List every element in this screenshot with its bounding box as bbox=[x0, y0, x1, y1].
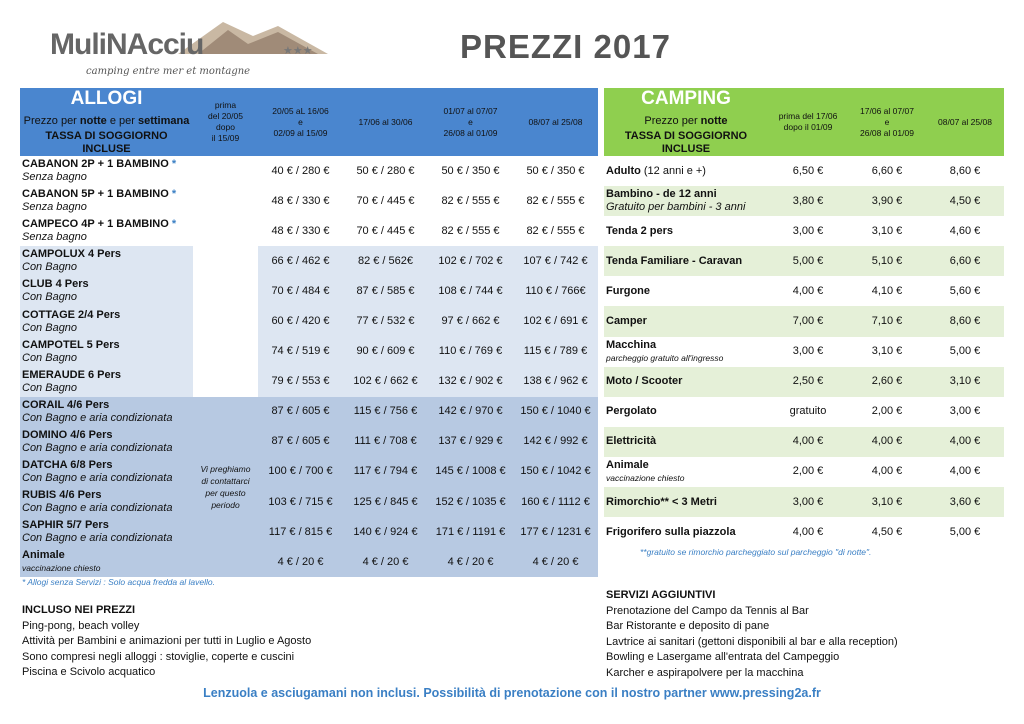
camping-row-name-line bbox=[606, 255, 766, 268]
allogi-subtitle-pre: Prezzo per bbox=[23, 114, 80, 127]
table-row bbox=[20, 246, 598, 276]
camping-row-name: Animale bbox=[606, 458, 649, 471]
camping-col-header-line: e bbox=[884, 116, 890, 127]
allogi-row-name-text: COTTAGE 2/4 Pers bbox=[22, 308, 121, 321]
allogi-price-cell: 115 € / 789 € bbox=[513, 337, 598, 367]
camping-row-name-cell bbox=[604, 397, 768, 427]
camping-price-cell: 3,90 € bbox=[848, 186, 926, 216]
allogi-price-cell: 82 € / 562€ bbox=[343, 246, 428, 276]
allogi-row-name-cell bbox=[20, 427, 193, 457]
camping-row-name: Frigorifero sulla piazzola bbox=[606, 525, 736, 538]
camping-header-row bbox=[604, 88, 1004, 156]
allogi-row-name bbox=[22, 158, 191, 171]
allogi-row-name-text: CABANON 2P + 1 BAMBINO bbox=[22, 158, 172, 171]
camping-subtitle-notte: notte bbox=[700, 114, 728, 127]
camping-price-cell: 4,00 € bbox=[768, 517, 848, 547]
camping-price-cell: 7,10 € bbox=[848, 306, 926, 336]
allogi-col-header-line: prima bbox=[214, 100, 237, 110]
table-row bbox=[604, 276, 1004, 306]
camping-price-cell: 6,50 € bbox=[768, 156, 848, 186]
allogi-price-cell: 117 € / 815 € bbox=[258, 517, 343, 547]
allogi-merged-note-cell bbox=[193, 397, 258, 578]
allogi-row-star: * bbox=[171, 188, 177, 201]
allogi-price-cell: 103 € / 715 € bbox=[258, 487, 343, 517]
allogi-tax: TASSA DI SOGGIORNO INCLUSE bbox=[45, 129, 168, 155]
camping-price-cell: gratuito bbox=[768, 397, 848, 427]
camping-row-name: Bambino - de 12 anni bbox=[606, 188, 717, 201]
allogi-price-cell: 152 € / 1035 € bbox=[428, 487, 513, 517]
camping-price-cell: 5,60 € bbox=[926, 276, 1004, 306]
camping-price-cell: 5,00 € bbox=[768, 246, 848, 276]
allogi-price-cell: 87 € / 605 € bbox=[258, 397, 343, 427]
table-row bbox=[20, 397, 598, 427]
camping-row-name: Tenda 2 pers bbox=[606, 224, 674, 237]
allogi-price-cell: 171 € / 1191 € bbox=[428, 517, 513, 547]
allogi-price-cell: 110 € / 769 € bbox=[428, 337, 513, 367]
allogi-price-cell: 108 € / 744 € bbox=[428, 276, 513, 306]
logo-stars: ★★★ bbox=[283, 45, 313, 57]
allogi-price-cell: 77 € / 532 € bbox=[343, 306, 428, 336]
allogi-price-cell: 97 € / 662 € bbox=[428, 306, 513, 336]
camping-row-name-line bbox=[606, 188, 766, 201]
allogi-row-name bbox=[22, 218, 191, 231]
incluso-item: Ping-pong, beach volley bbox=[22, 619, 140, 632]
allogi-price-cell: 142 € / 970 € bbox=[428, 397, 513, 427]
allogi-row-name-text: SAPHIR 5/7 Pers bbox=[22, 519, 109, 532]
allogi-price-cell: 74 € / 519 € bbox=[258, 337, 343, 367]
allogi-col-header-line: 26/08 al 01/09 bbox=[443, 127, 498, 138]
allogi-price-cell: 87 € / 585 € bbox=[343, 276, 428, 306]
allogi-price-cell: 137 € / 929 € bbox=[428, 427, 513, 457]
table-row bbox=[604, 367, 1004, 397]
logo bbox=[48, 14, 338, 86]
allogi-row-sub: Con Bagno bbox=[22, 381, 78, 394]
camping-subtitle-pre: Prezzo per bbox=[644, 114, 701, 127]
allogi-row-name-cell bbox=[20, 517, 193, 547]
allogi-price-cell: 50 € / 280 € bbox=[343, 156, 428, 186]
allogi-row-sub: Senza bagno bbox=[22, 171, 87, 184]
camping-row-sub: vaccinazione chiesto bbox=[606, 472, 685, 483]
allogi-col-header bbox=[428, 88, 513, 156]
allogi-col-header bbox=[513, 88, 598, 156]
camping-price-cell: 4,00 € bbox=[926, 427, 1004, 457]
table-row bbox=[604, 427, 1004, 457]
allogi-row-name bbox=[22, 549, 191, 562]
camping-price-cell: 4,00 € bbox=[848, 427, 926, 457]
allogi-price-cell: 48 € / 330 € bbox=[258, 186, 343, 216]
camping-price-cell: 3,00 € bbox=[768, 337, 848, 367]
allogi-row-name bbox=[22, 278, 191, 291]
camping-row-name: Pergolato bbox=[606, 405, 657, 418]
allogi-price-cell: 102 € / 691 € bbox=[513, 306, 598, 336]
allogi-row-sub: Con Bagno bbox=[22, 351, 78, 364]
camping-row-name: Macchina bbox=[606, 338, 657, 351]
camping-row-name: Elettricità bbox=[606, 435, 657, 448]
allogi-price-cell: 138 € / 962 € bbox=[513, 367, 598, 397]
camping-price-cell: 2,00 € bbox=[848, 397, 926, 427]
allogi-title: ALLOGI bbox=[70, 88, 143, 109]
allogi-col-header bbox=[343, 88, 428, 156]
camping-price-cell: 4,00 € bbox=[926, 457, 1004, 487]
allogi-row-name-text: Animale bbox=[22, 549, 65, 562]
table-row bbox=[604, 457, 1004, 487]
allogi-row-name-cell bbox=[20, 397, 193, 427]
allogi-row-name bbox=[22, 248, 191, 261]
allogi-row-name-text: DOMINO 4/6 Pers bbox=[22, 428, 113, 441]
allogi-price-cell: 40 € / 280 € bbox=[258, 156, 343, 186]
camping-price-cell: 8,60 € bbox=[926, 156, 1004, 186]
camping-col-header bbox=[768, 88, 848, 156]
table-row bbox=[604, 487, 1004, 517]
allogi-row-name-text: DATCHA 6/8 Pers bbox=[22, 458, 113, 471]
camping-price-cell: 3,10 € bbox=[926, 367, 1004, 397]
servizi-title: SERVIZI AGGIUNTIVI bbox=[606, 589, 716, 601]
allogi-price-cell: 60 € / 420 € bbox=[258, 306, 343, 336]
allogi-col-header bbox=[193, 88, 258, 156]
incluso-item: Attività per Bambini e animazioni per tutti in Luglio e Agosto bbox=[22, 635, 312, 647]
camping-row-name: Tenda Familiare - Caravan bbox=[606, 254, 743, 267]
camping-price-cell: 2,00 € bbox=[768, 457, 848, 487]
allogi-price-cell: 107 € / 742 € bbox=[513, 246, 598, 276]
camping-price-cell: 3,00 € bbox=[768, 216, 848, 246]
allogi-row-name-cell bbox=[20, 156, 193, 186]
camping-row-name-line bbox=[606, 339, 766, 352]
allogi-row-sub: Senza bagno bbox=[22, 201, 87, 214]
allogi-price-cell: 70 € / 445 € bbox=[343, 216, 428, 246]
allogi-row-sub: Con Bagno e aria condizionata bbox=[22, 441, 173, 454]
camping-row-name-line bbox=[606, 315, 766, 328]
allogi-row-sub: Senza bagno bbox=[22, 231, 87, 244]
servizi-item: Bowling e Lasergame all'entrata del Campeggio bbox=[606, 651, 840, 663]
allogi-row-name-cell bbox=[20, 337, 193, 367]
allogi-subtitle-mid: e per bbox=[106, 114, 138, 127]
camping-row-name-line bbox=[606, 375, 766, 388]
allogi-subtitle-notte: notte bbox=[79, 114, 107, 127]
allogi-row-name-cell bbox=[20, 186, 193, 216]
allogi-col-header bbox=[258, 88, 343, 156]
camping-row-name: Adulto bbox=[606, 164, 641, 177]
allogi-row-name-text: CAMPECO 4P + 1 BAMBINO bbox=[22, 218, 172, 231]
allogi-col-header-line: 08/07 al 25/08 bbox=[528, 116, 583, 127]
allogi-price-cell: 48 € / 330 € bbox=[258, 216, 343, 246]
allogi-row-name bbox=[22, 309, 191, 322]
allogi-price-cell: 125 € / 845 € bbox=[343, 487, 428, 517]
camping-row-name-cell bbox=[604, 517, 768, 547]
camping-price-cell: 4,00 € bbox=[768, 427, 848, 457]
bottom-note: Lenzuola e asciugamani non inclusi. Possibilità di prenotazione con il nostro partner www.pressing2a.fr bbox=[203, 686, 821, 700]
allogi-price-cell: 70 € / 445 € bbox=[343, 186, 428, 216]
camping-row-name-cell bbox=[604, 276, 768, 306]
allogi-price-cell: 90 € / 609 € bbox=[343, 337, 428, 367]
camping-row-name-line bbox=[606, 526, 766, 539]
allogi-row-star: * bbox=[171, 218, 177, 231]
allogi-col-header-line: del 20/05 bbox=[208, 111, 243, 121]
camping-price-cell: 3,10 € bbox=[848, 337, 926, 367]
allogi-row-name bbox=[22, 429, 191, 442]
allogi-price-cell: 4 € / 20 € bbox=[428, 547, 513, 577]
allogi-row-sub: Con Bagno e aria condizionata bbox=[22, 411, 173, 424]
camping-row-name-line bbox=[606, 435, 766, 448]
allogi-price-cell: 4 € / 20 € bbox=[343, 547, 428, 577]
camping-header-cell bbox=[604, 88, 768, 156]
camping-row-name-line bbox=[606, 225, 766, 238]
camping-row-name-line bbox=[606, 496, 766, 509]
allogi-row-sub: Con Bagno bbox=[22, 261, 78, 274]
camping-price-cell: 3,00 € bbox=[926, 397, 1004, 427]
camping-row-name-cell bbox=[604, 487, 768, 517]
camping-price-cell: 3,00 € bbox=[768, 487, 848, 517]
allogi-header-cell bbox=[20, 88, 193, 156]
allogi-row-name-text: CAMPOTEL 5 Pers bbox=[22, 338, 120, 351]
table-row bbox=[20, 517, 598, 547]
merged-note-line: di contattarci bbox=[201, 476, 250, 487]
camping-price-cell: 5,00 € bbox=[926, 517, 1004, 547]
allogi-row-name bbox=[22, 489, 191, 502]
camping-col-header-line: prima del 17/06 bbox=[778, 111, 838, 121]
merged-note-line: periodo bbox=[211, 500, 240, 511]
camping-price-cell: 3,80 € bbox=[768, 186, 848, 216]
camping-price-cell: 5,00 € bbox=[926, 337, 1004, 367]
camping-price-cell: 6,60 € bbox=[848, 156, 926, 186]
allogi-col-header-line: 02/09 al 15/09 bbox=[273, 127, 328, 138]
allogi-row-sub: Con Bagno bbox=[22, 321, 78, 334]
table-row bbox=[604, 306, 1004, 336]
allogi-price-cell: 82 € / 555 € bbox=[513, 216, 598, 246]
table-row bbox=[20, 156, 598, 186]
camping-price-cell: 6,60 € bbox=[926, 246, 1004, 276]
allogi-row-name bbox=[22, 339, 191, 352]
servizi-item: Bar Ristorante e deposito di pane bbox=[606, 620, 770, 632]
camping-price-cell: 4,10 € bbox=[848, 276, 926, 306]
allogi-row-name-cell bbox=[20, 246, 193, 276]
allogi-price-cell: 115 € / 756 € bbox=[343, 397, 428, 427]
allogi-row-name-text: CORAIL 4/6 Pers bbox=[22, 398, 110, 411]
allogi-row-sub: Con Bagno e aria condizionata bbox=[22, 502, 173, 515]
allogi-col-header-line: 01/07 al 07/07 bbox=[443, 105, 498, 116]
table-row bbox=[20, 457, 598, 487]
allogi-price-cell: 102 € / 662 € bbox=[343, 367, 428, 397]
camping-price-cell: 3,10 € bbox=[848, 487, 926, 517]
allogi-subtitle bbox=[22, 115, 191, 128]
allogi-row-name-text: CABANON 5P + 1 BAMBINO bbox=[22, 188, 172, 201]
allogi-price-cell: 82 € / 555 € bbox=[428, 216, 513, 246]
page-title: PREZZI 2017 bbox=[460, 28, 671, 65]
allogi-subtitle-settimana: settimana bbox=[137, 114, 190, 127]
allogi-row-sub: Con Bagno e aria condizionata bbox=[22, 532, 173, 545]
allogi-row-name-text: RUBIS 4/6 Pers bbox=[22, 489, 102, 502]
merged-note-line: per questo bbox=[205, 488, 246, 499]
incluso-item: Piscina e Scivolo acquatico bbox=[22, 666, 156, 678]
camping-col-header-line: 08/07 al 25/08 bbox=[938, 116, 992, 127]
allogi-price-cell: 132 € / 902 € bbox=[428, 367, 513, 397]
allogi-price-cell: 82 € / 555 € bbox=[513, 186, 598, 216]
camping-row-name-cell bbox=[604, 306, 768, 336]
allogi-row-name bbox=[22, 399, 191, 412]
camping-col-header-line: 17/06 al 07/07 bbox=[860, 105, 914, 116]
camping-row-name-line bbox=[606, 459, 766, 472]
allogi-row-sub: vaccinazione chiesto bbox=[22, 563, 101, 574]
camping-price-cell: 2,50 € bbox=[768, 367, 848, 397]
allogi-price-cell: 87 € / 605 € bbox=[258, 427, 343, 457]
camping-row-name-line bbox=[606, 405, 766, 418]
allogi-row-name-cell bbox=[20, 487, 193, 517]
table-row bbox=[604, 156, 1004, 186]
allogi-row-name-cell bbox=[20, 547, 193, 577]
allogi-price-cell: 150 € / 1040 € bbox=[513, 397, 598, 427]
allogi-row-name-cell bbox=[20, 216, 193, 246]
camping-row-name: Moto / Scooter bbox=[606, 375, 683, 388]
allogi-price-cell: 111 € / 708 € bbox=[343, 427, 428, 457]
allogi-table bbox=[20, 88, 598, 577]
logo-tagline: camping entre mer et montagne bbox=[86, 66, 251, 77]
camping-price-cell: 4,00 € bbox=[768, 276, 848, 306]
allogi-row-name-cell bbox=[20, 457, 193, 487]
camping-price-cell: 5,10 € bbox=[848, 246, 926, 276]
servizi-item: Karcher e aspirapolvere per la macchina bbox=[606, 666, 804, 679]
incluso-item: Sono compresi negli alloggi : stoviglie, coperte e cuscini bbox=[22, 650, 295, 663]
table-row bbox=[20, 487, 598, 517]
allogi-row-name-text: CLUB 4 Pers bbox=[22, 278, 89, 291]
camping-col-header-line: 26/08 al 01/09 bbox=[860, 127, 914, 138]
camping-price-cell: 7,00 € bbox=[768, 306, 848, 336]
allogi-row-name-cell bbox=[20, 276, 193, 306]
allogi-price-cell: 4 € / 20 € bbox=[513, 547, 598, 577]
camping-row-name-cell bbox=[604, 457, 768, 487]
table-row bbox=[604, 216, 1004, 246]
camping-row-name: Rimorchio** < 3 Metri bbox=[606, 495, 717, 508]
allogi-price-cell: 102 € / 702 € bbox=[428, 246, 513, 276]
camping-row-name-cell bbox=[604, 156, 768, 186]
allogi-row-name bbox=[22, 188, 191, 201]
camping-subtitle bbox=[606, 115, 766, 128]
camping-price-cell: 2,60 € bbox=[848, 367, 926, 397]
camping-price-cell: 3,10 € bbox=[848, 216, 926, 246]
camping-row-name: Furgone bbox=[606, 284, 650, 297]
camping-table bbox=[604, 88, 1004, 547]
allogi-price-cell: 4 € / 20 € bbox=[258, 547, 343, 577]
camping-footnote: **gratuito se rimorchio parcheggiato sul parcheggio "di notte". bbox=[640, 547, 872, 557]
camping-row-name-cell bbox=[604, 367, 768, 397]
table-row bbox=[20, 337, 598, 367]
allogi-col-header-line: e bbox=[468, 116, 473, 127]
allogi-col-header-line: 20/05 aL 16/06 bbox=[272, 105, 329, 116]
camping-row-extra: (12 anni e +) bbox=[640, 164, 706, 177]
merged-note-line: Vi preghiamo bbox=[200, 464, 251, 475]
allogi-header-row bbox=[20, 88, 598, 156]
camping-col-header bbox=[848, 88, 926, 156]
camping-price-cell: 4,50 € bbox=[848, 517, 926, 547]
allogi-col-header-line: il 15/09 bbox=[211, 133, 240, 143]
servizi-block bbox=[606, 588, 898, 681]
servizi-item: Lavtrice ai sanitari (gettoni disponibili al bar e alla reception) bbox=[606, 635, 898, 648]
allogi-price-cell: 79 € / 553 € bbox=[258, 367, 343, 397]
allogi-row-name-cell bbox=[20, 306, 193, 336]
table-row bbox=[604, 246, 1004, 276]
allogi-merged-cell bbox=[193, 156, 258, 397]
table-row bbox=[604, 397, 1004, 427]
table-row bbox=[20, 367, 598, 397]
allogi-row-name-text: EMERAUDE 6 Pers bbox=[22, 368, 122, 381]
camping-row-sub: Gratuito per bambini - 3 anni bbox=[606, 201, 746, 214]
allogi-price-cell: 50 € / 350 € bbox=[513, 156, 598, 186]
camping-price-cell: 4,00 € bbox=[848, 457, 926, 487]
allogi-price-cell: 160 € / 1112 € bbox=[513, 487, 598, 517]
allogi-price-cell: 70 € / 484 € bbox=[258, 276, 343, 306]
allogi-price-cell: 110 € / 766€ bbox=[513, 276, 598, 306]
allogi-row-name-text: CAMPOLUX 4 Pers bbox=[22, 248, 122, 261]
allogi-row-sub: Con Bagno bbox=[22, 291, 78, 304]
table-row bbox=[604, 186, 1004, 216]
incluso-title: INCLUSO NEI PREZZI bbox=[22, 604, 136, 616]
servizi-item: Prenotazione del Campo da Tennis al Bar bbox=[606, 604, 809, 617]
allogi-price-cell: 177 € / 1231 € bbox=[513, 517, 598, 547]
allogi-price-cell: 100 € / 700 € bbox=[258, 457, 343, 487]
logo-text: MuliNAcciu bbox=[50, 28, 204, 61]
camping-tax: TASSA DI SOGGIORNO INCLUSE bbox=[624, 129, 748, 155]
camping-col-header-line: dopo il 01/09 bbox=[783, 122, 833, 132]
table-row bbox=[20, 186, 598, 216]
camping-col-header bbox=[926, 88, 1004, 156]
allogi-row-star: * bbox=[171, 158, 177, 171]
incluso-block bbox=[22, 603, 311, 681]
allogi-price-cell: 145 € / 1008 € bbox=[428, 457, 513, 487]
allogi-row-name bbox=[22, 369, 191, 382]
allogi-price-cell: 150 € / 1042 € bbox=[513, 457, 598, 487]
camping-price-cell: 4,50 € bbox=[926, 186, 1004, 216]
table-row bbox=[20, 427, 598, 457]
camping-row-name: Camper bbox=[606, 315, 647, 328]
camping-row-name-cell bbox=[604, 427, 768, 457]
camping-price-cell: 4,60 € bbox=[926, 216, 1004, 246]
table-row bbox=[20, 306, 598, 336]
camping-title: CAMPING bbox=[641, 88, 731, 109]
table-row bbox=[604, 517, 1004, 547]
camping-row-name-line bbox=[606, 285, 766, 298]
allogi-price-cell: 140 € / 924 € bbox=[343, 517, 428, 547]
allogi-row-name bbox=[22, 519, 191, 532]
camping-price-cell: 8,60 € bbox=[926, 306, 1004, 336]
allogi-col-header-line: dopo bbox=[216, 122, 235, 132]
allogi-footnote: * Allogi senza Servizi : Solo acqua fredda al lavello. bbox=[22, 577, 215, 587]
table-row bbox=[20, 216, 598, 246]
allogi-col-header-line: e bbox=[298, 116, 303, 127]
allogi-price-cell: 117 € / 794 € bbox=[343, 457, 428, 487]
camping-row-name-cell bbox=[604, 246, 768, 276]
table-row bbox=[20, 547, 598, 577]
allogi-col-header-line: 17/06 al 30/06 bbox=[358, 116, 413, 127]
camping-row-sub: parcheggio gratuito all'ingresso bbox=[606, 352, 724, 363]
allogi-row-name-cell bbox=[20, 367, 193, 397]
allogi-price-cell: 82 € / 555 € bbox=[428, 186, 513, 216]
table-row bbox=[20, 276, 598, 306]
allogi-row-sub: Con Bagno e aria condizionata bbox=[22, 471, 173, 484]
camping-row-name-line bbox=[606, 165, 766, 178]
camping-row-name-cell bbox=[604, 337, 768, 367]
camping-price-cell: 3,60 € bbox=[926, 487, 1004, 517]
allogi-price-cell: 66 € / 462 € bbox=[258, 246, 343, 276]
camping-row-name-cell bbox=[604, 186, 768, 216]
table-row bbox=[604, 337, 1004, 367]
allogi-price-cell: 50 € / 350 € bbox=[428, 156, 513, 186]
allogi-row-name bbox=[22, 459, 191, 472]
camping-row-name-cell bbox=[604, 216, 768, 246]
allogi-price-cell: 142 € / 992 € bbox=[513, 427, 598, 457]
